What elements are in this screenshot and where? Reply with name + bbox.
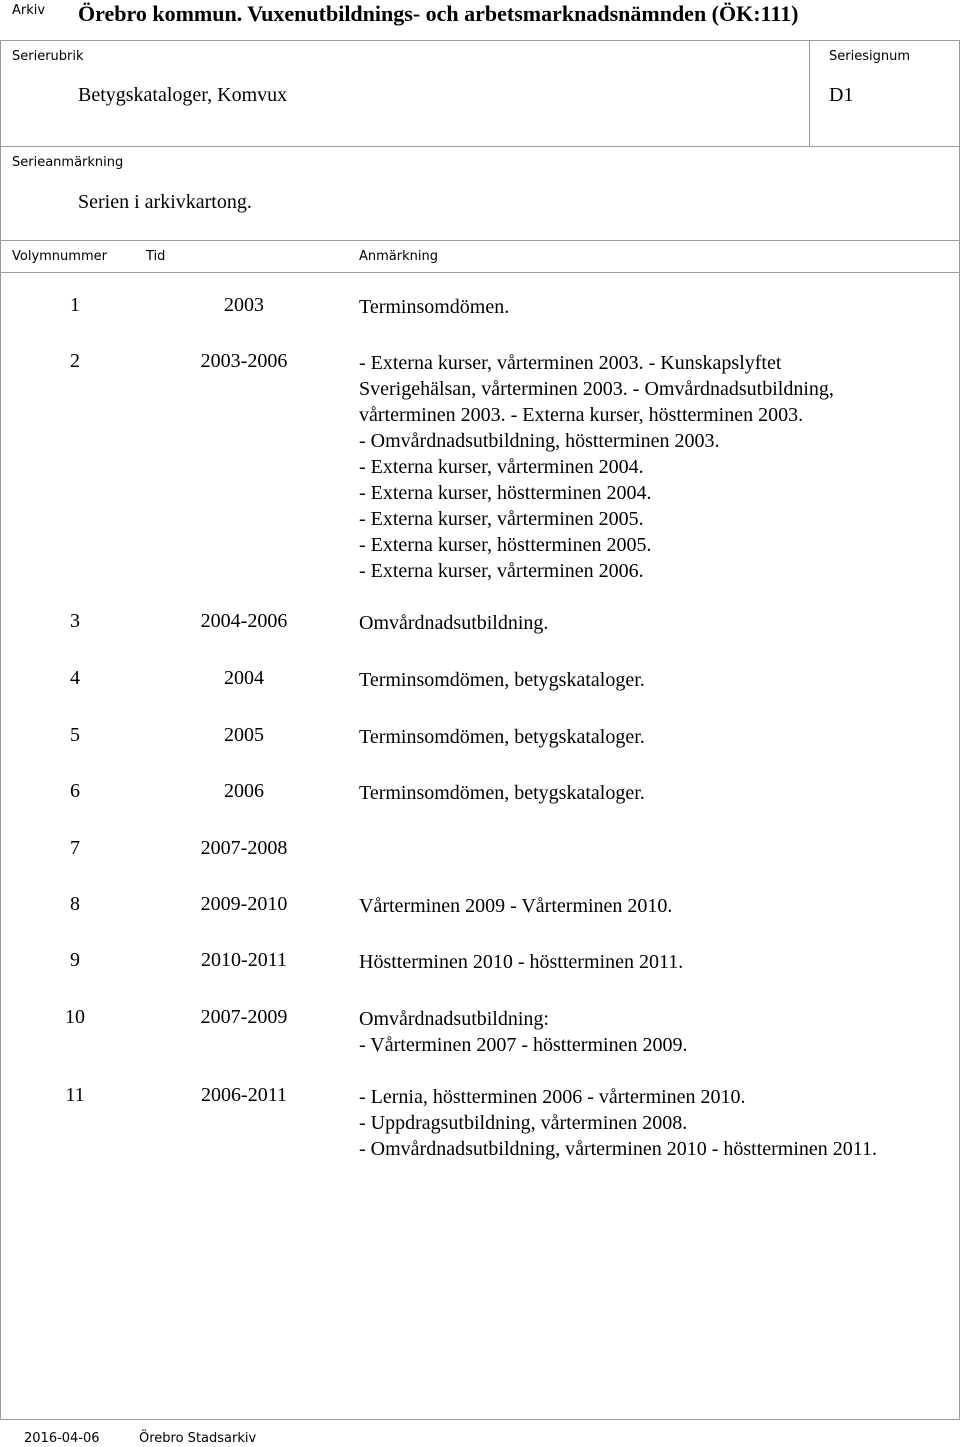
volume-time: 2004-2006 <box>200 610 288 632</box>
volume-remark <box>359 610 954 636</box>
volume-remark <box>359 949 954 975</box>
serierubrik-value: Betygskataloger, Komvux <box>78 84 288 106</box>
volume-number: 10 <box>65 1006 85 1028</box>
volume-time: 2007-2008 <box>200 837 288 859</box>
volume-time: 2009-2010 <box>200 893 288 915</box>
seriesignum-value: D1 <box>829 84 854 106</box>
remark-line: - Externa kurser, vårterminen 2006. <box>359 560 644 582</box>
remark-line: - Externa kurser, höstterminen 2005. <box>359 534 652 556</box>
volume-number: 7 <box>70 837 80 859</box>
remark-line: - Vårterminen 2007 - höstterminen 2009. <box>359 1034 688 1056</box>
volume-number: 3 <box>70 610 80 632</box>
volume-time: 2006 <box>224 780 264 802</box>
seriesignum-label: Seriesignum <box>829 49 910 64</box>
footer-institution: Örebro Stadsarkiv <box>139 1431 257 1446</box>
column-header-row <box>0 240 960 273</box>
volume-number: 4 <box>70 667 80 689</box>
arkiv-label: Arkiv <box>12 3 46 18</box>
remark-line: - Externa kurser, vårterminen 2005. <box>359 508 644 530</box>
remark-line: Höstterminen 2010 - höstterminen 2011. <box>359 951 684 973</box>
volume-number: 8 <box>70 893 80 915</box>
remark-line: - Externa kurser, höstterminen 2004. <box>359 482 652 504</box>
volume-number: 6 <box>70 780 80 802</box>
volume-remark <box>359 724 954 750</box>
remark-line: Terminsomdömen, betygskataloger. <box>359 669 645 691</box>
volume-remark <box>359 1084 954 1162</box>
volume-remark <box>359 1006 954 1058</box>
volume-remark <box>359 667 954 693</box>
remark-line: - Lernia, höstterminen 2006 - vårterminen 2010. <box>359 1086 746 1108</box>
volume-remark <box>359 780 954 806</box>
volume-number: 11 <box>65 1084 85 1106</box>
serierubrik-label: Serierubrik <box>12 49 84 64</box>
volume-time: 2006-2011 <box>201 1084 287 1106</box>
remark-line: Omvårdnadsutbildning: <box>359 1008 549 1030</box>
volume-time: 2005 <box>224 724 264 746</box>
serieanmarkning-label: Serieanmärkning <box>12 155 124 170</box>
volume-remark <box>359 893 954 919</box>
signum-divider <box>809 40 810 147</box>
column-volymnummer: Volymnummer <box>12 249 107 264</box>
remark-line: Sverigehälsan, vårterminen 2003. - Omvårdnadsutbildning, <box>359 378 834 400</box>
remark-line: Terminsomdömen. <box>359 296 510 318</box>
footer-date: 2016-04-06 <box>24 1431 100 1446</box>
volume-number: 5 <box>70 724 80 746</box>
remark-line: Omvårdnadsutbildning. <box>359 612 549 634</box>
volume-remark <box>359 350 954 584</box>
remark-line: - Uppdragsutbildning, vårterminen 2008. <box>359 1112 688 1134</box>
remark-line: vårterminen 2003. - Externa kurser, höstterminen 2003. <box>359 404 804 426</box>
volume-number: 9 <box>70 949 80 971</box>
volume-time: 2010-2011 <box>201 949 287 971</box>
remark-line: - Omvårdnadsutbildning, vårterminen 2010 - höstterminen 2011. <box>359 1138 878 1160</box>
serieanmarkning-value: Serien i arkivkartong. <box>78 191 252 213</box>
remark-line: Vårterminen 2009 - Vårterminen 2010. <box>359 895 673 917</box>
remark-line: - Externa kurser, vårterminen 2004. <box>359 456 644 478</box>
volume-number: 1 <box>70 294 80 316</box>
remark-line: - Externa kurser, vårterminen 2003. - Kunskapslyftet <box>359 352 782 374</box>
remark-line: Terminsomdömen, betygskataloger. <box>359 726 645 748</box>
volume-time: 2003 <box>224 294 264 316</box>
volume-remark <box>359 294 954 320</box>
column-anmarkning: Anmärkning <box>359 249 438 264</box>
volume-time: 2007-2009 <box>200 1006 288 1028</box>
volume-number: 2 <box>70 350 80 372</box>
volume-time: 2004 <box>224 667 264 689</box>
arkiv-name: Örebro kommun. Vuxenutbildnings- och arbetsmarknadsnämnden (ÖK:111) <box>78 1 799 26</box>
remark-line: - Omvårdnadsutbildning, höstterminen 2003. <box>359 430 720 452</box>
volume-time: 2003-2006 <box>200 350 288 372</box>
remark-line: Terminsomdömen, betygskataloger. <box>359 782 645 804</box>
column-tid: Tid <box>146 249 166 264</box>
